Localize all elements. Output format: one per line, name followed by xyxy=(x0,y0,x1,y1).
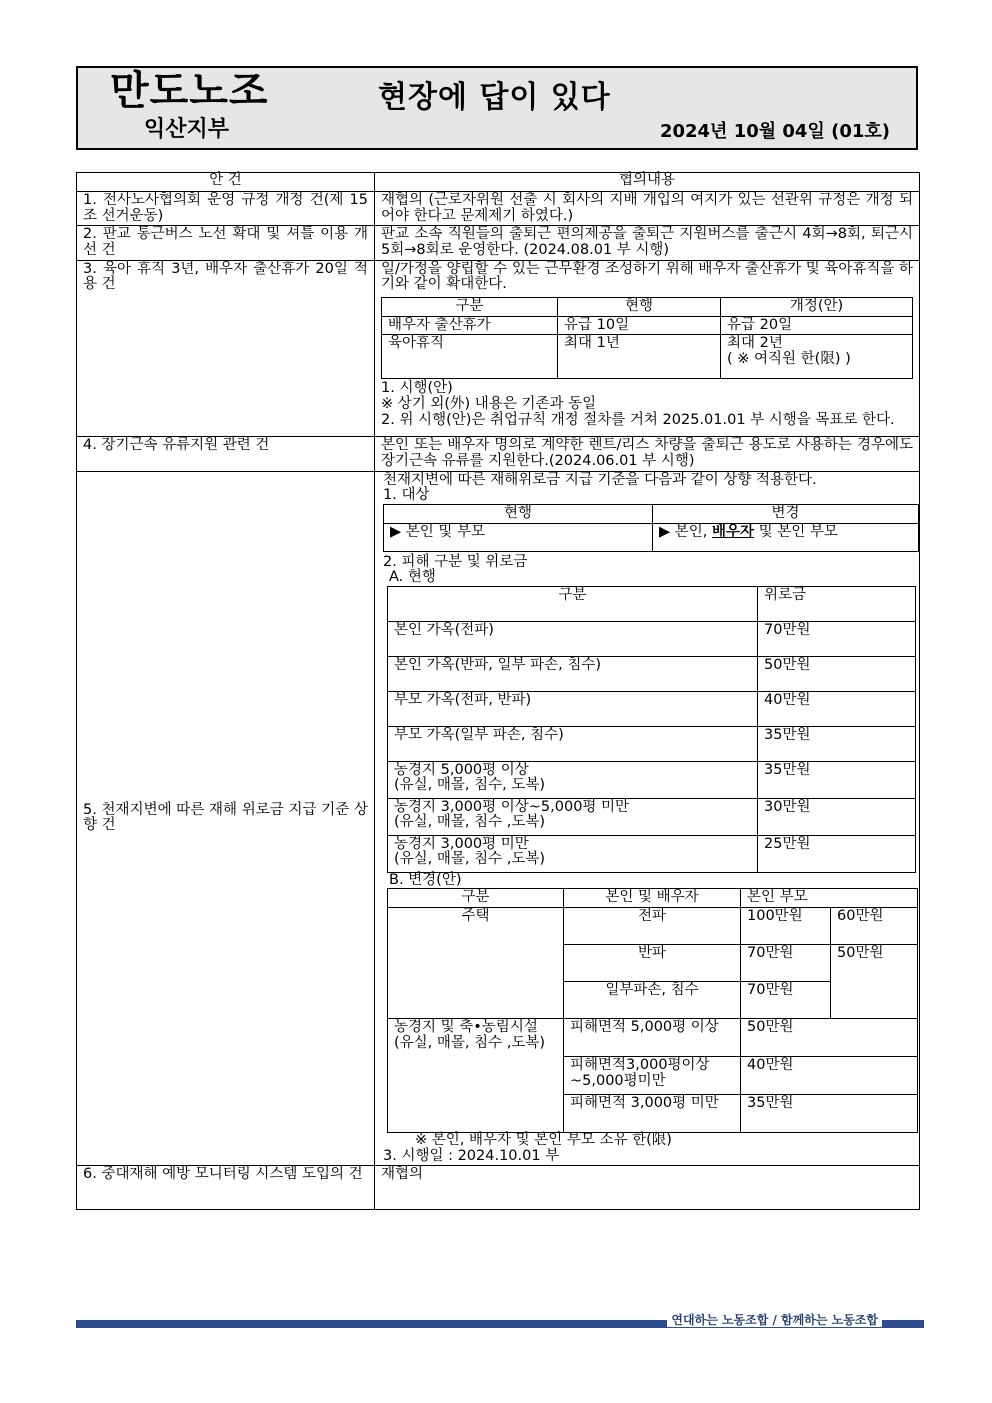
table-header-row xyxy=(77,173,920,192)
table-row xyxy=(77,1166,920,1210)
cell-line: 농경지 3,000평 미만 xyxy=(394,835,529,852)
agenda-item-1: 1. 전사노사협의회 운영 규정 개정 건(제 15조 선거운동) xyxy=(77,192,375,226)
footer-slogan: 연대하는 노동조합 / 함께하는 노동조합 xyxy=(667,1314,882,1327)
cell: 40만원 xyxy=(741,1057,918,1095)
agenda-item-5 xyxy=(77,471,375,1166)
section-2: 2. 피해 구분 및 위로금 xyxy=(383,553,528,570)
cell: 부모 가옥(전파, 반파) xyxy=(388,691,758,726)
cell-line: 농경지 및 축•농림시설 xyxy=(394,1019,538,1036)
cell-line: 최대 2년 xyxy=(727,335,783,352)
cell: 70만원 xyxy=(741,945,831,982)
cell: 피해면적 5,000평 이상 xyxy=(564,1019,741,1057)
cell: 25만원 xyxy=(758,835,916,872)
table-row xyxy=(77,260,920,437)
cell: 배우자 출산휴가 xyxy=(382,316,558,335)
th-category: 구분 xyxy=(382,297,558,316)
intro-text: 일/가정을 양립할 수 있는 근무환경 조성하기 위해 배우자 출산휴가 및 육아휴직을 하기와 같이 확대한다. xyxy=(381,260,913,293)
cell-part: ▶ 본인, xyxy=(659,523,712,540)
cell: 50만원 xyxy=(758,656,916,691)
cell: 35만원 xyxy=(741,1095,918,1133)
agenda-table xyxy=(76,172,920,1210)
th-category: 구분 xyxy=(388,586,758,621)
th-current: 현행 xyxy=(384,504,653,523)
cell-house: 주택 xyxy=(388,908,564,1019)
section-2a: A. 현행 xyxy=(389,569,436,586)
cell: 육아휴직 xyxy=(382,335,558,379)
agenda-content-1: 재협의 (근로자위원 선출 시 회사의 지배 개입의 여지가 있는 선관위 규정은 개정 되어야 한다고 문제제기 하였다.) xyxy=(375,192,920,226)
agenda-item-5-text: 5. 천재지변에 따른 재해 위로금 지급 기준 상향 건 xyxy=(83,801,368,834)
cell: 35만원 xyxy=(758,761,916,798)
branch-name: 익산지부 xyxy=(144,117,230,142)
th-changed: 변경 xyxy=(653,504,919,523)
headline: 현장에 답이 있다 xyxy=(378,80,611,115)
current-compensation-table xyxy=(387,586,916,873)
cell xyxy=(388,835,758,872)
cell xyxy=(388,798,758,835)
cell: ▶ 본인 및 부모 xyxy=(384,523,653,551)
org-title: 만도노조 xyxy=(110,68,269,114)
col-agenda: 안 건 xyxy=(77,173,375,192)
cell xyxy=(653,523,919,551)
cell: 40만원 xyxy=(758,691,916,726)
owner-note: ※ 본인, 배우자 및 본인 부모 소유 한(限) xyxy=(415,1132,672,1149)
cell-part: 및 본인 부모 xyxy=(754,523,838,540)
cell: 피해면적3,000평이상~5,000평미만 xyxy=(564,1057,741,1095)
cell: 일부파손, 침수 xyxy=(564,982,741,1019)
th-parents: 본인 부모 xyxy=(741,889,918,908)
cell-line: 농경지 5,000평 이상 xyxy=(394,761,529,778)
cell: 부모 가옥(일부 파손, 침수) xyxy=(388,726,758,761)
intro-text: 천재지변에 따른 재해위로금 지급 기준을 다음과 같이 상향 적용한다. xyxy=(383,471,817,488)
cell: 60만원 xyxy=(831,908,918,945)
cell: 반파 xyxy=(564,945,741,982)
th-current: 현행 xyxy=(558,297,721,316)
agenda-item-2: 2. 판교 통근버스 노선 확대 및 셔틀 이용 개선 건 xyxy=(77,226,375,260)
th-amount: 위로금 xyxy=(758,586,916,621)
th-self-spouse: 본인 및 배우자 xyxy=(564,889,741,908)
section-1: 1. 대상 xyxy=(383,487,430,504)
agenda-item-6: 6. 중대재해 예방 모니터링 시스템 도입의 건 xyxy=(77,1166,375,1210)
cell: 피해면적 3,000평 미만 xyxy=(564,1095,741,1133)
cell xyxy=(721,335,913,379)
cell xyxy=(388,761,758,798)
table-row xyxy=(77,471,920,1166)
cell-line: (유실, 매몰, 침수 ,도복) xyxy=(394,1034,546,1051)
cell-farm xyxy=(388,1019,564,1133)
agenda-content-4: 본인 또는 배우자 명의로 계약한 렌트/리스 차량을 출퇴근 용도로 사용하는 경우에도 장기근속 유류를 지원한다.(2024.06.01 부 시행) xyxy=(375,437,920,471)
cell: 본인 가옥(전파) xyxy=(388,621,758,656)
agenda-content-3 xyxy=(375,260,920,437)
section-2b: B. 변경(안) xyxy=(389,871,462,888)
table-row xyxy=(77,437,920,471)
cell: 최대 1년 xyxy=(558,335,721,379)
cell-line: (유실, 매몰, 침수 ,도복) xyxy=(394,814,546,831)
cell: 전파 xyxy=(564,908,741,945)
cell: 유급 20일 xyxy=(721,316,913,335)
cell: 50만원 xyxy=(741,1019,918,1057)
cell-line: (유실, 매몰, 침수 ,도복) xyxy=(394,851,546,868)
cell: 30만원 xyxy=(758,798,916,835)
note-1: 1. 시행(안) xyxy=(381,380,453,397)
cell: 100만원 xyxy=(741,908,831,945)
agenda-content-6: 재협의 xyxy=(375,1166,920,1210)
cell: 유급 10일 xyxy=(558,316,721,335)
note-2: ※ 상기 외(外) 내용은 기존과 동일 xyxy=(381,395,597,412)
issue-date: 2024년 10월 04일 (01호) xyxy=(659,121,890,142)
cell: 35만원 xyxy=(758,726,916,761)
th-revised: 개정(안) xyxy=(721,297,913,316)
cell-line: 농경지 3,000평 이상~5,000평 미만 xyxy=(394,798,630,815)
cell-note: ( ※ 여직원 한(限) ) xyxy=(727,350,851,367)
cell-emphasis: 배우자 xyxy=(712,523,755,540)
th-category: 구분 xyxy=(388,889,564,908)
cell-line: (유실, 매몰, 침수, 도복) xyxy=(394,777,546,794)
newsletter-header xyxy=(76,66,918,150)
agenda-content-2: 판교 소속 직원들의 출퇴근 편의제공을 출퇴근 지원버스를 출근시 4회→8회, 퇴근시 5회→8회로 운영한다. (2024.08.01 부 시행) xyxy=(375,226,920,260)
note-3: 2. 위 시행(안)은 취업규칙 개정 절차를 거쳐 2025.01.01 부 시행을 목표로 한다. xyxy=(381,411,895,428)
agenda-item-3: 3. 육아 휴직 3년, 배우자 출산휴가 20일 적용 건 xyxy=(77,260,375,437)
leave-table xyxy=(381,297,913,379)
section-3: 3. 시행일 : 2024.10.01 부 xyxy=(383,1147,560,1164)
col-content: 협의내용 xyxy=(375,173,920,192)
target-table xyxy=(383,504,919,552)
cell: 50만원 xyxy=(831,945,918,1019)
cell: 70만원 xyxy=(741,982,831,1019)
table-row xyxy=(77,192,920,226)
table-row xyxy=(77,226,920,260)
agenda-content-5 xyxy=(375,471,920,1166)
cell: 70만원 xyxy=(758,621,916,656)
cell: 본인 가옥(반파, 일부 파손, 침수) xyxy=(388,656,758,691)
revised-compensation-table xyxy=(387,888,918,1133)
agenda-item-4: 4. 장기근속 유류지원 관련 건 xyxy=(77,437,375,471)
